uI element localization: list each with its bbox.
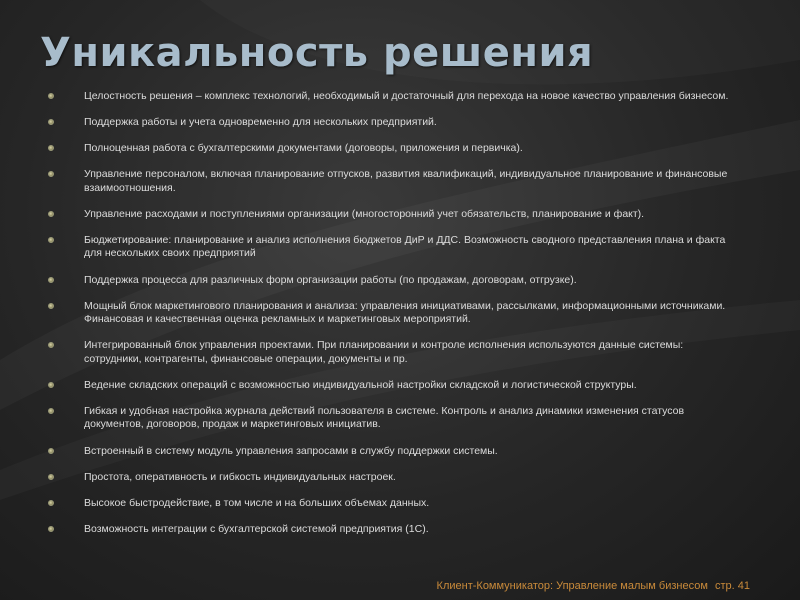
slide-footer	[437, 580, 750, 592]
bullet-dot-icon	[48, 119, 54, 125]
bullet-text: Мощный блок маркетингового планирования и анализа: управления инициативами, рассылками, информационными источниками. Финансовая и качественная оценка рекламных и маркетинговых мероприятий.	[84, 299, 726, 326]
bullet-item	[48, 523, 730, 537]
bullet-text: Целостность решения – комплекс технологий, необходимый и достаточный для перехода на новое качество управления бизнесом.	[84, 90, 729, 102]
bullet-item	[48, 300, 730, 327]
slide-title: Уникальность решения	[40, 30, 594, 76]
bullet-item	[48, 405, 730, 432]
bullet-list	[48, 90, 730, 549]
bullet-dot-icon	[48, 500, 54, 506]
footer-caption: Клиент-Коммуникатор: Управление малым бизнесом	[436, 580, 708, 592]
bullet-item	[48, 142, 730, 156]
bullet-item	[48, 116, 730, 130]
bullet-item	[48, 379, 730, 393]
bullet-dot-icon	[48, 171, 54, 177]
bullet-text: Возможность интеграции с бухгалтерской системой предприятия (1С).	[84, 522, 429, 535]
bullet-dot-icon	[48, 211, 54, 217]
bullet-dot-icon	[48, 342, 54, 348]
bullet-text: Гибкая и удобная настройка журнала действий пользователя в системе. Контроль и анализ динамики изменения статусов документов, договоров, продаж и маркетинговых инициатив.	[84, 404, 685, 431]
bullet-item	[48, 445, 730, 459]
bullet-dot-icon	[48, 448, 54, 454]
bullet-item	[48, 471, 730, 485]
bullet-item	[48, 90, 730, 104]
bullet-item	[48, 168, 730, 195]
bullet-text: Управление расходами и поступлениями организации (многосторонний учет обязательств, планирование и факт).	[84, 207, 645, 220]
bullet-item	[48, 497, 730, 511]
bullet-dot-icon	[48, 474, 54, 480]
bullet-text: Интегрированный блок управления проектами. При планировании и контроле исполнения используются данные системы: сотрудники, контрагенты, финансовые операции, документы и пр.	[84, 339, 684, 365]
bullet-text: Поддержка работы и учета одновременно для нескольких предприятий.	[84, 116, 437, 129]
page-number: стр. 41	[714, 580, 750, 592]
bullet-text: Ведение складских операций с возможностью индивидуальной настройки складской и логистической структуры.	[84, 378, 637, 391]
bullet-text: Поддержка процесса для различных форм организации работы (по продажам, договорам, отгрузке).	[84, 273, 577, 286]
bullet-dot-icon	[48, 408, 54, 414]
bullet-dot-icon	[48, 145, 54, 151]
bullet-text: Полноценная работа с бухгалтерскими документами (договоры, приложения и первичка).	[84, 142, 523, 155]
bullet-text: Простота, оперативность и гибкость индивидуальных настроек.	[84, 470, 396, 483]
bullet-item	[48, 274, 730, 288]
bullet-item	[48, 208, 730, 222]
bullet-item	[48, 234, 730, 261]
bullet-dot-icon	[48, 382, 54, 388]
bullet-text: Управление персоналом, включая планирование отпусков, развития квалификаций, индивидуальное планирование и финансовые взаимоотношения.	[84, 168, 728, 194]
bullet-dot-icon	[48, 303, 54, 309]
bullet-dot-icon	[48, 93, 54, 99]
bullet-text: Встроенный в систему модуль управления запросами в службу поддержки системы.	[84, 444, 498, 457]
bullet-text: Бюджетирование: планирование и анализ исполнения бюджетов ДиР и ДДС. Возможность сводного представления плана и факта для нескольких своих предприятий	[84, 233, 726, 260]
bullet-dot-icon	[48, 526, 54, 532]
bullet-text: Высокое быстродействие, в том числе и на больших объемах данных.	[84, 496, 430, 509]
bullet-dot-icon	[48, 277, 54, 283]
bullet-dot-icon	[48, 237, 54, 243]
bullet-item	[48, 339, 730, 366]
